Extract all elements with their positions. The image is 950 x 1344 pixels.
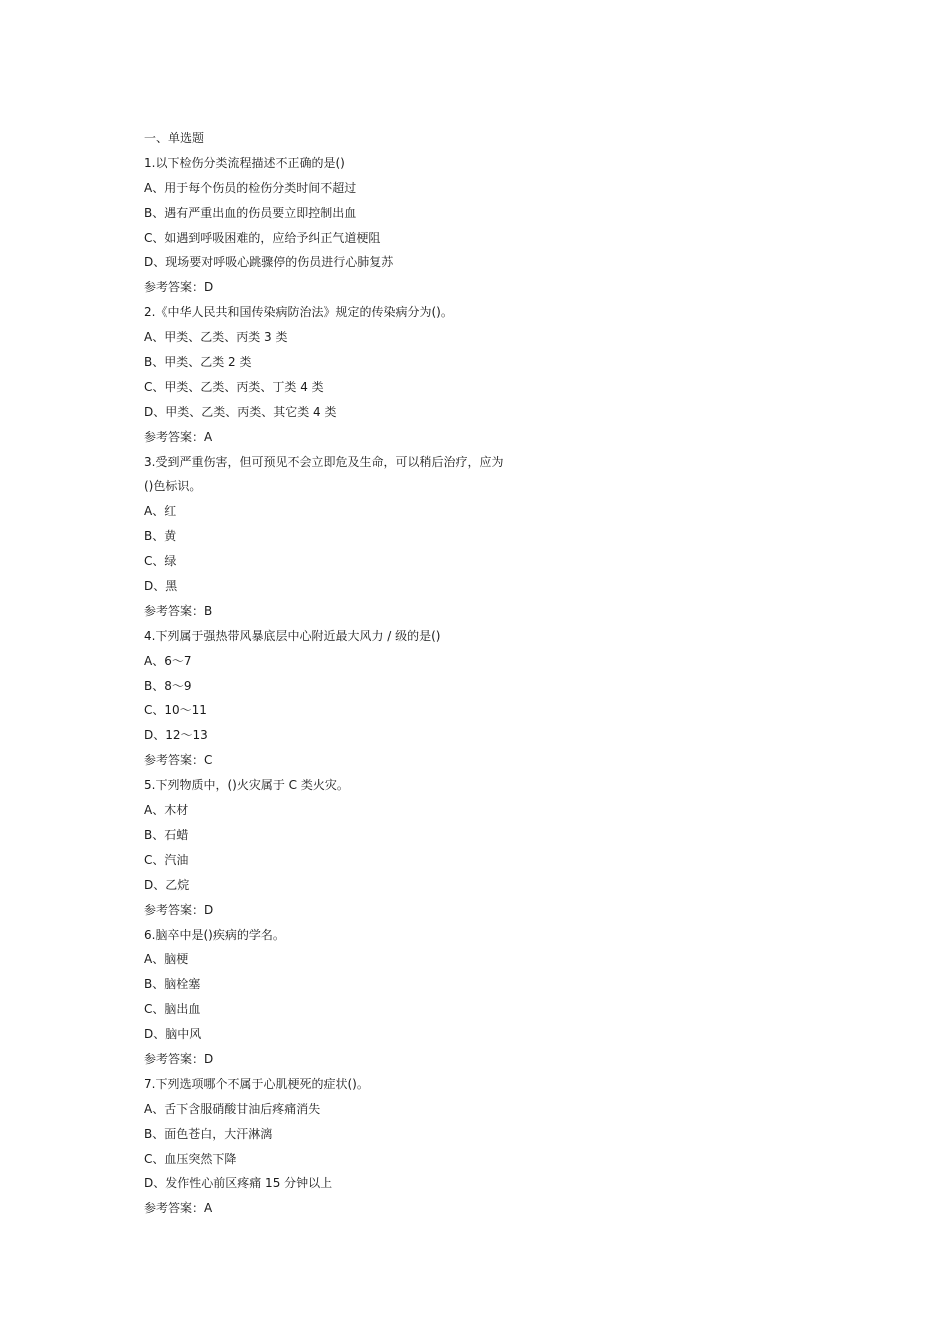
option-d: D、乙烷	[144, 877, 190, 892]
option-d: D、发作性心前区疼痛 15 分钟以上	[144, 1176, 333, 1191]
reference-answer: 参考答案：A	[144, 1201, 213, 1216]
section-heading: 一、单选题	[144, 131, 205, 145]
question-3	[144, 450, 544, 624]
option-c: C、汽油	[144, 852, 189, 867]
reference-answer: 参考答案：D	[144, 280, 214, 295]
question-1	[144, 151, 544, 300]
option-d: D、黑	[144, 579, 178, 594]
option-a: A、用于每个伤员的检伤分类时间不超过	[144, 180, 357, 195]
option-a: A、木材	[144, 803, 189, 818]
question-stem: 7.下列选项哪个不属于心肌梗死的症状()。	[144, 1076, 369, 1091]
question-list	[144, 126, 544, 1221]
option-a: A、舌下含服硝酸甘油后疼痛消失	[144, 1101, 321, 1116]
option-b: B、遇有严重出血的伤员要立即控制出血	[144, 205, 357, 220]
option-d: D、12～13	[144, 728, 208, 743]
option-c: C、甲类、乙类、丙类、丁类 4 类	[144, 379, 324, 394]
question-2	[144, 300, 544, 449]
question-stem: 6.脑卒中是()疾病的学名。	[144, 927, 285, 942]
question-5	[144, 773, 544, 922]
option-d: D、现场要对呼吸心跳骤停的伤员进行心肺复苏	[144, 255, 394, 270]
option-b: B、石蜡	[144, 827, 189, 842]
reference-answer: 参考答案：A	[144, 429, 213, 444]
option-c: C、血压突然下降	[144, 1151, 237, 1166]
question-6	[144, 923, 544, 1072]
option-b: B、脑栓塞	[144, 977, 201, 992]
option-c: C、如遇到呼吸困难的，应给予纠正气道梗阻	[144, 230, 381, 245]
question-4	[144, 624, 544, 773]
option-b: B、8～9	[144, 678, 192, 693]
option-d: D、脑中风	[144, 1027, 202, 1042]
option-a: A、脑梗	[144, 952, 189, 967]
question-stem-continued: ()色标识。	[144, 479, 202, 494]
option-c: C、脑出血	[144, 1002, 201, 1017]
question-stem: 4.下列属于强热带风暴底层中心附近最大风力 / 级的是()	[144, 628, 441, 643]
reference-answer: 参考答案：B	[144, 603, 213, 618]
option-b: B、面色苍白，大汗淋漓	[144, 1126, 273, 1141]
option-d: D、甲类、乙类、丙类、其它类 4 类	[144, 404, 337, 419]
question-stem: 1.以下检伤分类流程描述不正确的是()	[144, 155, 345, 170]
question-stem: 5.下列物质中，()火灾属于 C 类火灾。	[144, 778, 349, 793]
question-stem: 3.受到严重伤害，但可预见不会立即危及生命，可以稍后治疗，应为	[144, 454, 504, 469]
reference-answer: 参考答案：D	[144, 1051, 214, 1066]
reference-answer: 参考答案：D	[144, 902, 214, 917]
question-7	[144, 1072, 544, 1221]
option-c: C、绿	[144, 554, 177, 569]
option-c: C、10～11	[144, 703, 207, 718]
option-b: B、黄	[144, 529, 177, 544]
option-a: A、甲类、乙类、丙类 3 类	[144, 330, 288, 345]
option-a: A、6～7	[144, 653, 192, 668]
question-stem: 2.《中华人民共和国传染病防治法》规定的传染病分为()。	[144, 305, 453, 320]
option-a: A、红	[144, 504, 177, 519]
option-b: B、甲类、乙类 2 类	[144, 355, 252, 370]
reference-answer: 参考答案：C	[144, 753, 213, 768]
